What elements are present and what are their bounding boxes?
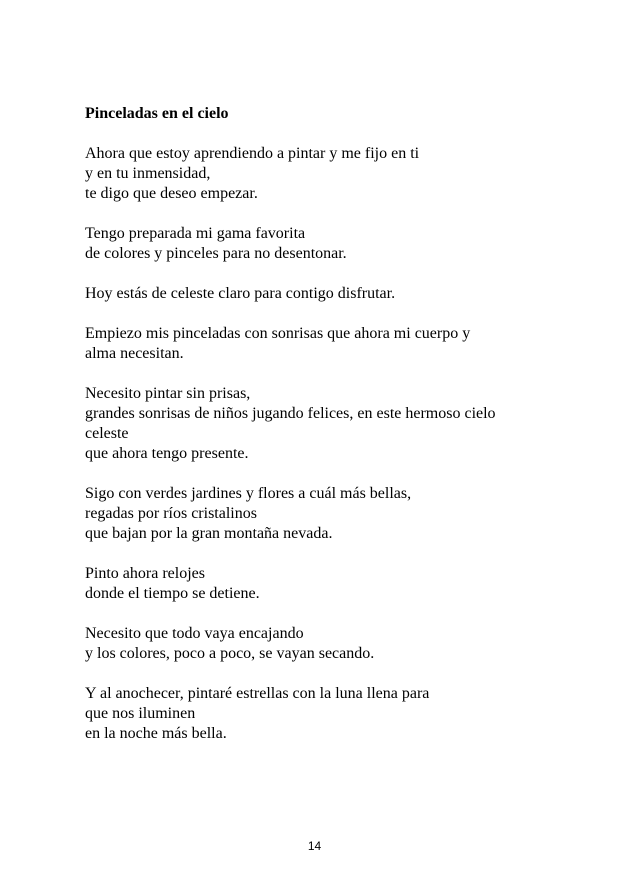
poem-line: y en tu inmensidad, xyxy=(85,165,211,182)
stanza xyxy=(85,484,555,544)
poem-line: Necesito pintar sin prisas, xyxy=(85,385,251,402)
poem-line: alma necesitan. xyxy=(85,345,184,362)
poem-line: Hoy estás de celeste claro para contigo disfrutar. xyxy=(85,285,396,302)
poem-line: en la noche más bella. xyxy=(85,725,227,742)
poem-line: te digo que deseo empezar. xyxy=(85,185,258,202)
stanza xyxy=(85,324,555,364)
poem-line: que ahora tengo presente. xyxy=(85,445,249,462)
stanza xyxy=(85,284,555,304)
poem-line: Necesito que todo vaya encajando xyxy=(85,625,304,642)
poem-line: Pinto ahora relojes xyxy=(85,565,205,582)
poem-line: grandes sonrisas de niños jugando felices, en este hermoso cielo xyxy=(85,405,496,422)
stanza xyxy=(85,384,555,464)
poem-line: que nos iluminen xyxy=(85,705,196,722)
poem-line: Y al anochecer, pintaré estrellas con la luna llena para xyxy=(85,685,430,702)
poem-line: celeste xyxy=(85,425,129,442)
poem-body xyxy=(85,144,555,744)
stanza xyxy=(85,624,555,664)
poem-line: Tengo preparada mi gama favorita xyxy=(85,225,306,242)
poem-line: que bajan por la gran montaña nevada. xyxy=(85,525,333,542)
stanza xyxy=(85,564,555,604)
stanza xyxy=(85,684,555,744)
poem xyxy=(85,104,555,764)
poem-line: Sigo con verdes jardines y flores a cuál más bellas, xyxy=(85,485,412,502)
poem-line: de colores y pinceles para no desentonar. xyxy=(85,245,347,262)
poem-line: regadas por ríos cristalinos xyxy=(85,505,257,522)
stanza xyxy=(85,144,555,204)
poem-line: donde el tiempo se detiene. xyxy=(85,585,260,602)
poem-line: y los colores, poco a poco, se vayan secando. xyxy=(85,645,375,662)
poem-line: Ahora que estoy aprendiendo a pintar y me fijo en ti xyxy=(85,145,420,162)
poem-title: Pinceladas en el cielo xyxy=(85,105,229,122)
poem-line: Empiezo mis pinceladas con sonrisas que ahora mi cuerpo y xyxy=(85,325,471,342)
page-number: 14 xyxy=(307,839,322,853)
stanza xyxy=(85,224,555,264)
